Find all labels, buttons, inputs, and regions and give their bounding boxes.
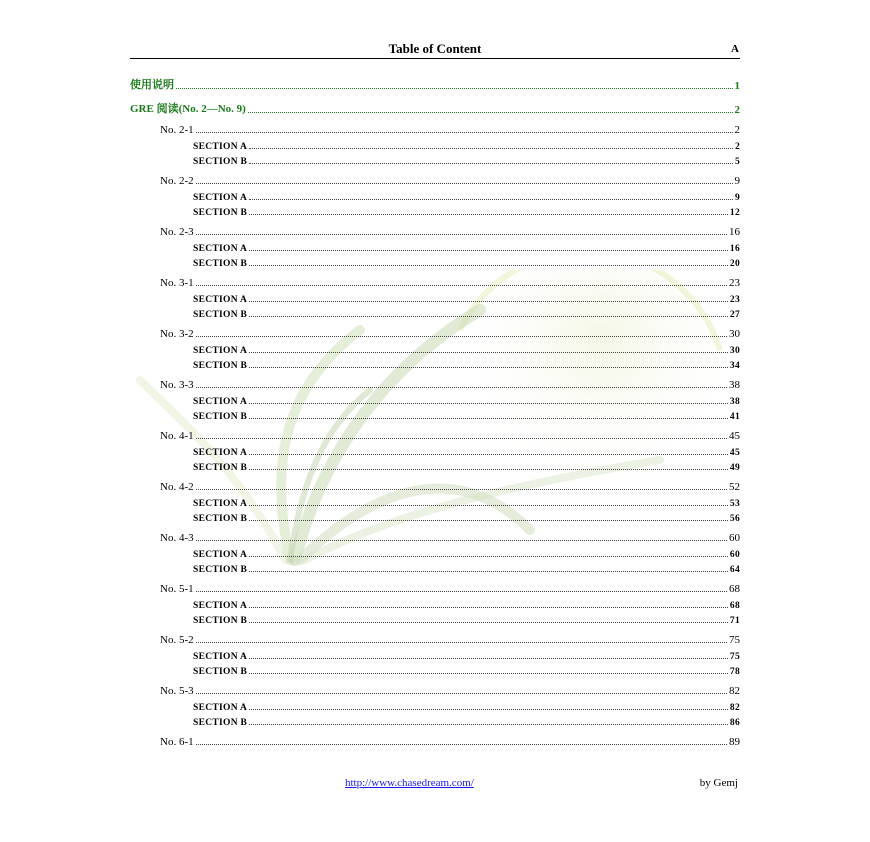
dot-leader xyxy=(249,351,728,353)
toc-subsection-entry[interactable] xyxy=(193,205,740,218)
toc-entry-page-number: 12 xyxy=(729,208,740,218)
toc-entry-page-number: 52 xyxy=(729,481,740,493)
toc-entry-label: SECTION B xyxy=(193,514,248,524)
header-letter: A xyxy=(731,43,739,55)
toc-entry-page-number: 38 xyxy=(729,396,740,407)
toc-section-entry[interactable] xyxy=(160,276,740,289)
toc-entry-label: SECTION B xyxy=(193,412,248,422)
toc-section-entry[interactable] xyxy=(160,582,740,595)
toc-entry-label: SECTION A xyxy=(193,141,248,152)
toc-entry-page-number: 45 xyxy=(729,430,740,442)
toc-entry-page-number: 30 xyxy=(729,328,740,340)
toc-entry-page-number: 86 xyxy=(729,718,740,728)
toc-subsection-entry[interactable] xyxy=(193,307,740,320)
dot-leader xyxy=(248,111,733,113)
header-rule xyxy=(130,58,740,59)
toc-entry-page-number: 53 xyxy=(729,498,740,509)
toc-entry-page-number: 34 xyxy=(729,361,740,371)
toc-entry-label: No. 3-3 xyxy=(160,379,194,391)
toc-entry-page-number: 1 xyxy=(734,80,740,92)
dot-leader xyxy=(196,131,733,133)
toc-subsection-entry[interactable] xyxy=(193,445,740,458)
toc-subsection-entry[interactable] xyxy=(193,511,740,524)
toc-entry-page-number: 78 xyxy=(729,667,740,677)
dot-leader xyxy=(249,555,728,557)
dot-leader xyxy=(196,233,727,235)
dot-leader xyxy=(196,539,727,541)
dot-leader xyxy=(249,366,728,368)
toc-entry-label: No. 6-1 xyxy=(160,736,194,748)
dot-leader xyxy=(249,723,728,725)
dot-leader xyxy=(249,621,728,623)
toc-entry-page-number: 68 xyxy=(729,600,740,611)
dot-leader xyxy=(196,182,733,184)
toc-subsection-entry[interactable] xyxy=(193,256,740,269)
toc-section-entry[interactable] xyxy=(160,480,740,493)
toc-entry-page-number: 75 xyxy=(729,651,740,662)
toc-subsection-entry[interactable] xyxy=(193,460,740,473)
dot-leader xyxy=(249,570,728,572)
toc-entry-page-number: 16 xyxy=(729,226,740,238)
toc-section-entry[interactable] xyxy=(160,684,740,697)
toc-subsection-entry[interactable] xyxy=(193,700,740,713)
dot-leader xyxy=(196,641,727,643)
dot-leader xyxy=(249,417,728,419)
author-credit: by Gemj xyxy=(699,777,738,789)
toc-entry-label: SECTION A xyxy=(193,396,248,407)
toc-entry-label: SECTION B xyxy=(193,208,248,218)
dot-leader xyxy=(249,402,728,404)
toc-subsection-entry[interactable] xyxy=(193,394,740,407)
toc-subsection-entry[interactable] xyxy=(193,139,740,152)
toc-entry-label: No. 3-1 xyxy=(160,277,194,289)
toc-subsection-entry[interactable] xyxy=(193,343,740,356)
dot-leader xyxy=(249,504,728,506)
toc-subsection-entry[interactable] xyxy=(193,715,740,728)
toc-entry-page-number: 30 xyxy=(729,345,740,356)
dot-leader xyxy=(249,672,728,674)
dot-leader xyxy=(196,335,727,337)
dot-leader xyxy=(249,468,728,470)
dot-leader xyxy=(249,213,728,215)
dot-leader xyxy=(196,437,727,439)
toc-entry-label: SECTION A xyxy=(193,600,248,611)
toc-entry-label: No. 4-2 xyxy=(160,481,194,493)
toc-subsection-entry[interactable] xyxy=(193,409,740,422)
toc-chapter-entry[interactable] xyxy=(130,79,740,92)
toc-section-entry[interactable] xyxy=(160,735,740,748)
toc-entry-page-number: 82 xyxy=(729,685,740,697)
dot-leader xyxy=(196,386,727,388)
toc-entry-page-number: 2 xyxy=(734,141,740,152)
dot-leader xyxy=(249,606,728,608)
dot-leader xyxy=(249,315,728,317)
dot-leader xyxy=(249,198,733,200)
toc-section-entry[interactable] xyxy=(160,378,740,391)
toc-entry-page-number: 89 xyxy=(729,736,740,748)
toc-entry-page-number: 71 xyxy=(729,616,740,626)
toc-entry-label: SECTION A xyxy=(193,447,248,458)
toc-entry-label: No. 5-1 xyxy=(160,583,194,595)
toc-entry-label: SECTION A xyxy=(193,498,248,509)
toc-entry-page-number: 27 xyxy=(729,310,740,320)
toc-entry-page-number: 9 xyxy=(734,175,740,187)
toc-chapter-entry[interactable] xyxy=(130,103,740,116)
toc-section-entry[interactable] xyxy=(160,174,740,187)
toc-subsection-entry[interactable] xyxy=(193,154,740,167)
toc-section-entry[interactable] xyxy=(160,531,740,544)
dot-leader xyxy=(249,453,728,455)
toc-entry-page-number: 60 xyxy=(729,549,740,560)
toc-subsection-entry[interactable] xyxy=(193,664,740,677)
toc-entry-label: SECTION A xyxy=(193,702,248,713)
toc-entry-label: SECTION A xyxy=(193,651,248,662)
dot-leader xyxy=(249,264,728,266)
toc-entry-label: SECTION B xyxy=(193,310,248,320)
toc-entry-label: SECTION B xyxy=(193,259,248,269)
toc-entry-page-number: 5 xyxy=(734,157,740,167)
toc-section-entry[interactable] xyxy=(160,633,740,646)
toc-entry-label: No. 2-3 xyxy=(160,226,194,238)
toc-entry-label: SECTION B xyxy=(193,463,248,473)
dot-leader xyxy=(176,87,733,89)
toc-entry-page-number: 2 xyxy=(734,104,740,116)
dot-leader xyxy=(249,162,733,164)
toc-subsection-entry[interactable] xyxy=(193,598,740,611)
dot-leader xyxy=(249,708,728,710)
toc-entry-label: GRE 阅读(No. 2—No. 9) xyxy=(130,103,246,115)
toc-entry-page-number: 45 xyxy=(729,447,740,458)
toc-entry-label: 使用说明 xyxy=(130,79,174,91)
toc-entry-page-number: 41 xyxy=(729,412,740,422)
toc-entry-label: SECTION A xyxy=(193,345,248,356)
dot-leader xyxy=(249,657,728,659)
toc-entry-page-number: 64 xyxy=(729,565,740,575)
toc-entry-page-number: 38 xyxy=(729,379,740,391)
toc-entry-label: SECTION B xyxy=(193,565,248,575)
toc-entry-page-number: 56 xyxy=(729,514,740,524)
toc-entry-page-number: 16 xyxy=(729,243,740,254)
dot-leader xyxy=(249,300,728,302)
dot-leader xyxy=(249,519,728,521)
toc-entry-page-number: 60 xyxy=(729,532,740,544)
dot-leader xyxy=(249,147,733,149)
toc-entry-page-number: 75 xyxy=(729,634,740,646)
dot-leader xyxy=(196,488,727,490)
toc-entry-page-number: 49 xyxy=(729,463,740,473)
toc-section-entry[interactable] xyxy=(160,327,740,340)
dot-leader xyxy=(249,249,728,251)
toc-entry-label: SECTION B xyxy=(193,616,248,626)
toc-subsection-entry[interactable] xyxy=(193,241,740,254)
toc-entry-page-number: 82 xyxy=(729,702,740,713)
dot-leader xyxy=(196,743,727,745)
toc-entry-label: SECTION A xyxy=(193,243,248,254)
toc-section-entry[interactable] xyxy=(160,429,740,442)
toc-entry-label: No. 5-2 xyxy=(160,634,194,646)
toc-entry-page-number: 68 xyxy=(729,583,740,595)
toc-subsection-entry[interactable] xyxy=(193,496,740,509)
toc-entry-label: SECTION B xyxy=(193,361,248,371)
toc-subsection-entry[interactable] xyxy=(193,649,740,662)
toc-entry-page-number: 2 xyxy=(734,124,740,136)
toc-entry-label: SECTION B xyxy=(193,718,248,728)
toc-entry-page-number: 9 xyxy=(734,192,740,203)
toc-section-entry[interactable] xyxy=(160,123,740,136)
toc-subsection-entry[interactable] xyxy=(193,292,740,305)
toc-entry-label: SECTION B xyxy=(193,667,248,677)
toc-entry-page-number: 23 xyxy=(729,277,740,289)
dot-leader xyxy=(196,692,727,694)
toc-subsection-entry[interactable] xyxy=(193,358,740,371)
toc-section-entry[interactable] xyxy=(160,225,740,238)
toc-entry-label: No. 4-3 xyxy=(160,532,194,544)
toc-subsection-entry[interactable] xyxy=(193,547,740,560)
toc-entry-label: No. 2-1 xyxy=(160,124,194,136)
toc-entry-label: SECTION B xyxy=(193,157,248,167)
toc-entry-page-number: 20 xyxy=(729,259,740,269)
toc-entry-page-number: 23 xyxy=(729,294,740,305)
toc-subsection-entry[interactable] xyxy=(193,562,740,575)
page-title: Table of Content xyxy=(388,41,482,56)
toc-entry-label: SECTION A xyxy=(193,549,248,560)
website-link[interactable]: http://www.chasedream.com/ xyxy=(345,777,474,789)
dot-leader xyxy=(196,284,727,286)
toc-subsection-entry[interactable] xyxy=(193,613,740,626)
toc-entry-label: No. 4-1 xyxy=(160,430,194,442)
dot-leader xyxy=(196,590,727,592)
toc-entry-label: No. 3-2 xyxy=(160,328,194,340)
toc-subsection-entry[interactable] xyxy=(193,190,740,203)
toc-entry-label: No. 5-3 xyxy=(160,685,194,697)
toc-entry-label: SECTION A xyxy=(193,192,248,203)
toc-entry-label: No. 2-2 xyxy=(160,175,194,187)
toc-entry-label: SECTION A xyxy=(193,294,248,305)
